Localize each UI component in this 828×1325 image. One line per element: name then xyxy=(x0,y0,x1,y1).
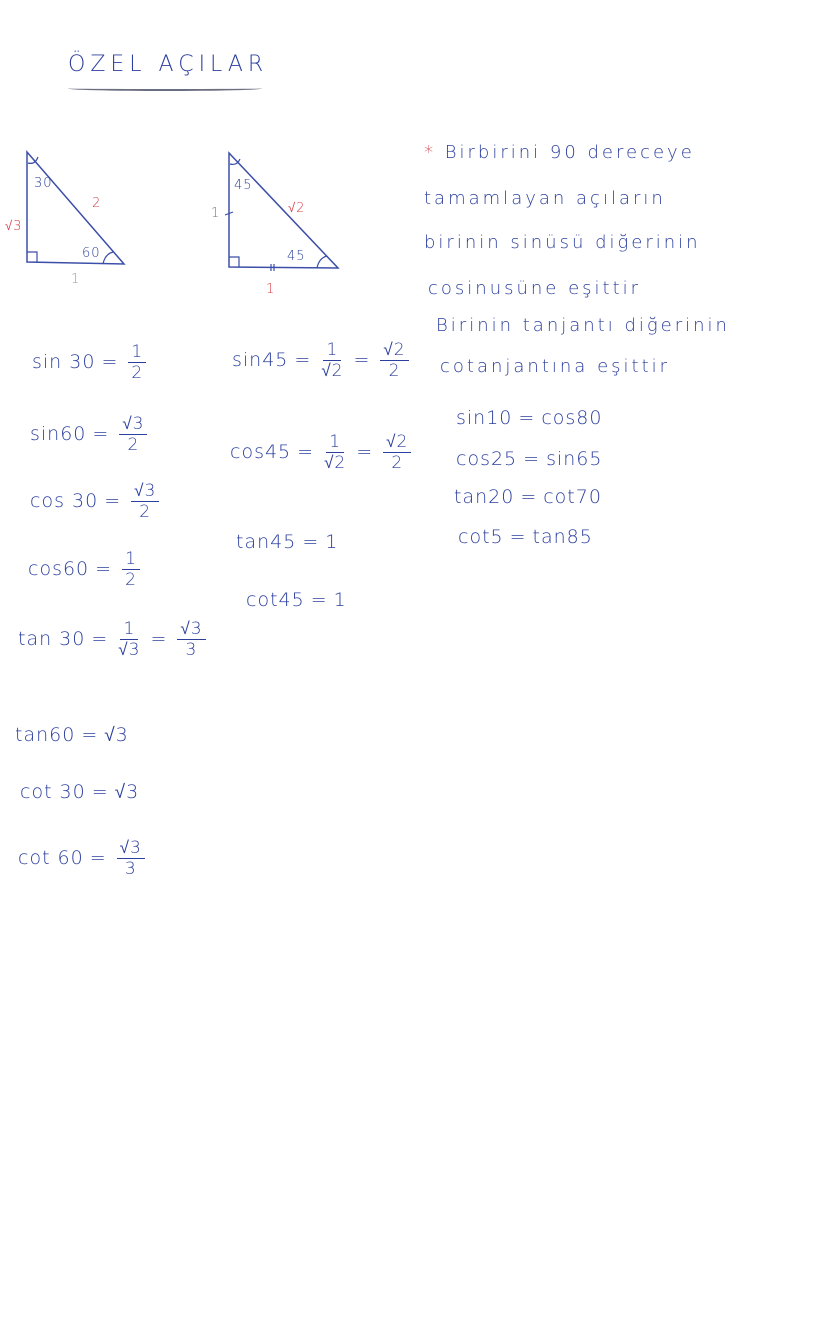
note-line: birinin sinüsü diğerinin xyxy=(424,232,701,253)
angle-label-45-top: 45 xyxy=(234,178,253,193)
formula-sin45: sin45 = $\frac{1}{√2}$ = $\frac{√2}{2}$ xyxy=(232,340,413,381)
base-label: 1 xyxy=(71,272,81,287)
formula-cos45: cos45 = $\frac{1}{√2}$ = $\frac{√2}{2}$ xyxy=(230,432,415,473)
example-equation: tan20 = cot70 xyxy=(454,486,602,508)
formula-sin60: sin60 = $\frac{√3}{2}$ xyxy=(30,414,151,455)
formula-cot60: cot 60 = $\frac{√3}{3}$ xyxy=(18,838,149,879)
angle-label-60: 60 xyxy=(82,246,101,261)
formula-cot30: cot 30 = √3 xyxy=(20,781,140,803)
note-line: cosinusüne eşittir xyxy=(428,278,642,299)
triangles-drawing xyxy=(0,0,828,320)
formula-cos30: cos 30 = $\frac{√3}{2}$ xyxy=(30,481,163,522)
hypotenuse-label: 2 xyxy=(92,196,102,211)
note-line: tamamlayan açıların xyxy=(424,188,666,209)
formula-cos60: cos60 = $\frac{1}{2}$ xyxy=(28,549,144,590)
triangle-30-60 xyxy=(27,152,124,264)
bullet-star-icon: * xyxy=(424,142,436,163)
vertical-side-label: 1 xyxy=(211,206,221,221)
page-title: ÖZEL AÇILAR xyxy=(68,52,269,77)
note-line: Birinin tanjantı diğerinin xyxy=(436,315,730,336)
formula-tan60: tan60 = √3 xyxy=(15,724,129,746)
example-equation: sin10 = cos80 xyxy=(456,407,603,429)
angle-label-45-bottom: 45 xyxy=(287,249,306,264)
example-equation: cos25 = sin65 xyxy=(456,448,603,470)
angle-label-30: 30 xyxy=(34,176,53,191)
note-line: cotanjantına eşittir xyxy=(440,356,671,377)
vertical-side-label: √3 xyxy=(5,219,23,234)
formula-tan30: tan 30 = $\frac{1}{√3}$ = $\frac{√3}{3}$ xyxy=(18,619,210,660)
triangle-45 xyxy=(229,153,338,268)
formula-sin30: sin 30 = $\frac{1}{2}$ xyxy=(32,342,150,383)
formula-cot45: cot45 = 1 xyxy=(246,589,347,611)
example-equation: cot5 = tan85 xyxy=(458,526,593,548)
right-angle-mark xyxy=(27,252,37,262)
formula-tan45: tan45 = 1 xyxy=(236,531,339,553)
hypotenuse-label: √2 xyxy=(288,201,306,216)
base-label: 1 xyxy=(266,282,276,297)
note-line: * Birbirini 90 dereceye xyxy=(424,142,695,163)
